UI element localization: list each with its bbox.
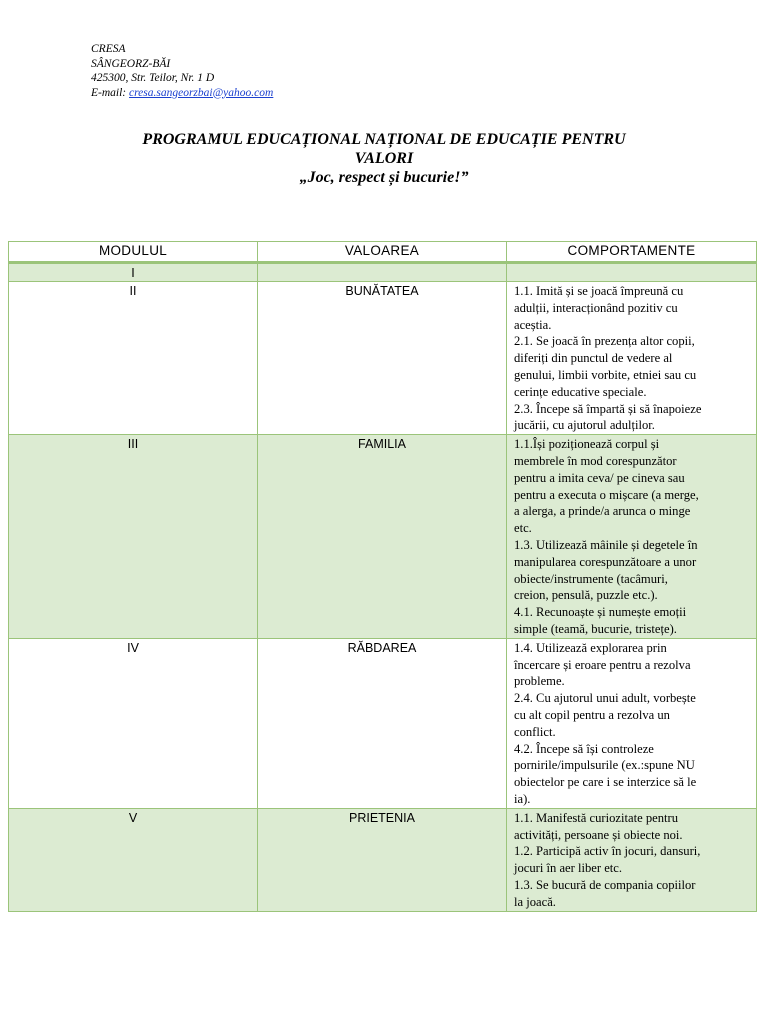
behavior-line: creion, pensulă, puzzle etc.).: [514, 588, 658, 603]
behavior-line: 1.3. Se bucură de compania copiilor: [514, 877, 696, 892]
behavior-line: cerințe educative speciale.: [514, 384, 647, 399]
email-label: E-mail:: [91, 86, 130, 99]
behavior-line: probleme.: [514, 674, 565, 689]
behavior-line: etc.: [514, 521, 532, 536]
behavior-line: conflict.: [514, 724, 556, 739]
behavior-line: cu alt copil pentru a rezolva un: [514, 707, 670, 722]
header-behaviors: COMPORTAMENTE: [507, 242, 757, 263]
behaviors-cell: [507, 282, 757, 435]
values-table: [8, 241, 757, 912]
behavior-line: 2.1. Se joacă în prezența altor copii,: [514, 334, 695, 349]
behaviors-cell: [507, 808, 757, 911]
title-subtitle: „Joc, respect și bucurie!”: [299, 169, 469, 186]
behavior-line: manipularea corespunzătoare a unor: [514, 554, 697, 569]
title-line-2: VALORI: [354, 150, 414, 167]
behavior-line: 1.1.Își poziționează corpul și: [514, 437, 660, 452]
behavior-line: 2.3. Începe să împartă și să înapoieze: [514, 401, 702, 416]
behavior-line: 4.2. Începe să își controleze: [514, 741, 654, 756]
behavior-line: obiecte/instrumente (tacâmuri,: [514, 571, 668, 586]
behavior-line: 1.4. Utilizează explorarea prin: [514, 640, 667, 655]
behavior-line: 2.4. Cu ajutorul unui adult, vorbește: [514, 691, 696, 706]
module-cell: IV: [9, 638, 258, 808]
table-row: [9, 808, 757, 911]
behavior-line: 1.1. Manifestă curiozitate pentru: [514, 810, 679, 825]
behavior-line: obiectelor pe care i se interzice să le: [514, 775, 697, 790]
table-row: [9, 435, 757, 639]
header-module: MODULUL: [9, 242, 258, 263]
value-cell: BUNĂTATEA: [258, 282, 507, 435]
behavior-line: 1.2. Participă activ în jocuri, dansuri,: [514, 844, 701, 859]
behavior-line: la joacă.: [514, 894, 556, 909]
value-cell: RĂBDAREA: [258, 638, 507, 808]
behavior-line: simple (teamă, bucurie, tristețe).: [514, 621, 677, 636]
module-cell: I: [9, 263, 258, 282]
behavior-line: genului, limbii vorbite, etniei sau cu: [514, 367, 697, 382]
table-row: [9, 263, 757, 282]
behavior-line: 4.1. Recunoaște și numește emoții: [514, 605, 687, 620]
table-body: [9, 263, 757, 912]
org-email-line: [91, 86, 273, 101]
title-line-1: PROGRAMUL EDUCAȚIONAL NAȚIONAL DE EDUCAȚIE PENTRU: [142, 131, 626, 148]
behavior-line: aceștia.: [514, 317, 552, 332]
module-cell: II: [9, 282, 258, 435]
behavior-line: încercare și eroare pentru a rezolva: [514, 657, 691, 672]
email-link[interactable]: cresa.sangeorzbai@yahoo.com: [129, 86, 274, 99]
value-cell: PRIETENIA: [258, 808, 507, 911]
module-cell: III: [9, 435, 258, 639]
value-cell: FAMILIA: [258, 435, 507, 639]
behavior-line: pentru a imita ceva/ pe cineva sau: [514, 470, 685, 485]
table-header-row: [9, 242, 757, 263]
behavior-line: ia).: [514, 791, 531, 806]
header-block: [91, 42, 273, 100]
behavior-line: jocuri în aer liber etc.: [514, 861, 623, 876]
behavior-line: activități, persoane și obiecte noi.: [514, 827, 683, 842]
behavior-line: a alerga, a prinde/a arunca o minge: [514, 504, 691, 519]
behavior-line: adulții, interacționând pozitiv cu: [514, 300, 678, 315]
module-cell: V: [9, 808, 258, 911]
behavior-line: 1.3. Utilizează mâinile și degetele în: [514, 537, 698, 552]
document-title: [0, 130, 768, 187]
behavior-line: membrele în mod corespunzător: [514, 453, 677, 468]
behaviors-cell: [507, 638, 757, 808]
table-row: [9, 638, 757, 808]
behavior-line: jucării, cu ajutorul adulților.: [514, 418, 655, 433]
behavior-line: diferiți din punctul de vedere al: [514, 351, 673, 366]
table-row: [9, 282, 757, 435]
value-cell: [258, 263, 507, 282]
behavior-line: 1.1. Imită și se joacă împreună cu: [514, 284, 684, 298]
behaviors-cell: [507, 263, 757, 282]
org-address: 425300, Str. Teilor, Nr. 1 D: [91, 72, 215, 84]
org-location: SÂNGEORZ-BĂI: [91, 57, 171, 70]
behavior-line: pentru a executa o mișcare (a merge,: [514, 487, 699, 502]
behaviors-cell: [507, 435, 757, 639]
header-value: VALOAREA: [258, 242, 507, 263]
org-name: CRESA: [91, 43, 126, 55]
behavior-line: pornirile/impulsurile (ex.:spune NU: [514, 758, 695, 773]
